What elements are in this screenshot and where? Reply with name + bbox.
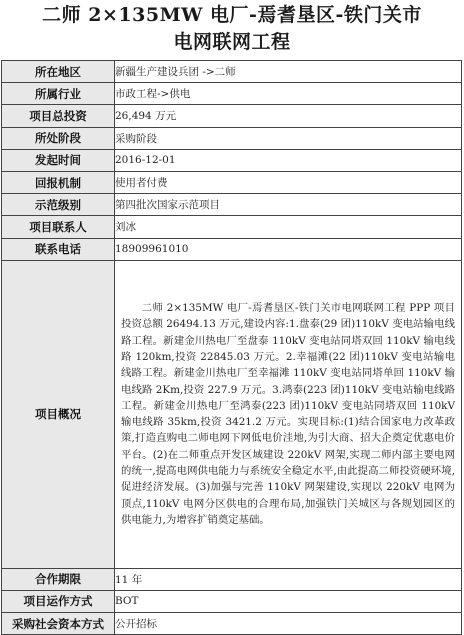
title-line-1: 二师 2×135MW 电厂-焉耆垦区-铁门关市 xyxy=(42,4,422,26)
row-value: 采购阶段 xyxy=(115,127,462,149)
row-label: 项目联系人 xyxy=(2,216,115,238)
table-row xyxy=(2,216,462,238)
row-value: 第四批次国家示范项目 xyxy=(115,194,462,216)
row-label: 发起时间 xyxy=(2,149,115,171)
row-value: 11 年 xyxy=(115,568,462,590)
row-value: 18909961010 xyxy=(115,238,462,260)
row-label: 回报机制 xyxy=(2,171,115,193)
overview-row xyxy=(2,260,462,568)
row-label: 示范级别 xyxy=(2,194,115,216)
row-label: 所处阶段 xyxy=(2,127,115,149)
title-line-2: 电网联网工程 xyxy=(173,31,291,53)
row-value: 刘冰 xyxy=(115,216,462,238)
row-label: 项目总投资 xyxy=(2,105,115,127)
table-row xyxy=(2,61,462,83)
row-value: 26,494 万元 xyxy=(115,105,462,127)
overview-label: 项目概况 xyxy=(2,260,115,568)
table-row xyxy=(2,590,462,612)
table-row xyxy=(2,105,462,127)
row-label: 合作期限 xyxy=(2,568,115,590)
table-row xyxy=(2,171,462,193)
project-info-table xyxy=(1,60,462,635)
document-title xyxy=(0,0,464,58)
row-value: 使用者付费 xyxy=(115,171,462,193)
row-value: 2016-12-01 xyxy=(115,149,462,171)
row-label: 项目运作方式 xyxy=(2,590,115,612)
row-value: BOT xyxy=(115,590,462,612)
row-value: 新疆生产建设兵团 ->二师 xyxy=(115,61,462,83)
row-label: 联系电话 xyxy=(2,238,115,260)
table-row xyxy=(2,83,462,105)
row-label: 采购社会资本方式 xyxy=(2,613,115,635)
table-row xyxy=(2,194,462,216)
row-label: 所在地区 xyxy=(2,61,115,83)
table-row xyxy=(2,238,462,260)
table-row xyxy=(2,568,462,590)
row-value: 公开招标 xyxy=(115,613,462,635)
table-row xyxy=(2,149,462,171)
table-row xyxy=(2,127,462,149)
row-label: 所属行业 xyxy=(2,83,115,105)
table-row xyxy=(2,613,462,635)
row-value: 市政工程->供电 xyxy=(115,83,462,105)
overview-text: 二师 2×135MW 电厂-焉耆垦区-铁门关市电网联网工程 PPP 项目投资总额 26494.13 万元,建设内容:1.盘泰(29 团)110kV 变电站输电线路工程。新建金川热电厂至盘泰 110kV 变电站同塔双回 110kV 输电线路 120km,投资 22845.03 万元。2.幸福滩(22 团)110kV 变电站输电线路工程。新建金川热电厂至幸福滩 110kV 变电站同塔单回 110kV 输电线路 2Km,投资 227.9 万元。3.鸿泰(223 团)110kV 变电站输电线路工程。新建金川热电厂至鸿泰(223 团)110kV 变电站同塔双回 110kV 输电线路 35km,投资 3421.2 万元。实现目标:(1)结合国家电力改革政策,打造直购电二师电网下网低电价洼地,为引大商、招大企奠定优惠电价平台。(2)在二师重点开发区域建设 220kV 网架,实现二师内部主要电网的统一,提高电网供电能力与系统安全稳定水平,由此提高二师投资硬环境,促进经济发展。(3)加强与完善 110kV 网架建设,实现以 220kV 电网为顶点,110kV 电网分区供电的合理布局,加强铁门关城区与各规划园区的供电能力,为增容扩销奠定基础。 xyxy=(115,260,462,568)
